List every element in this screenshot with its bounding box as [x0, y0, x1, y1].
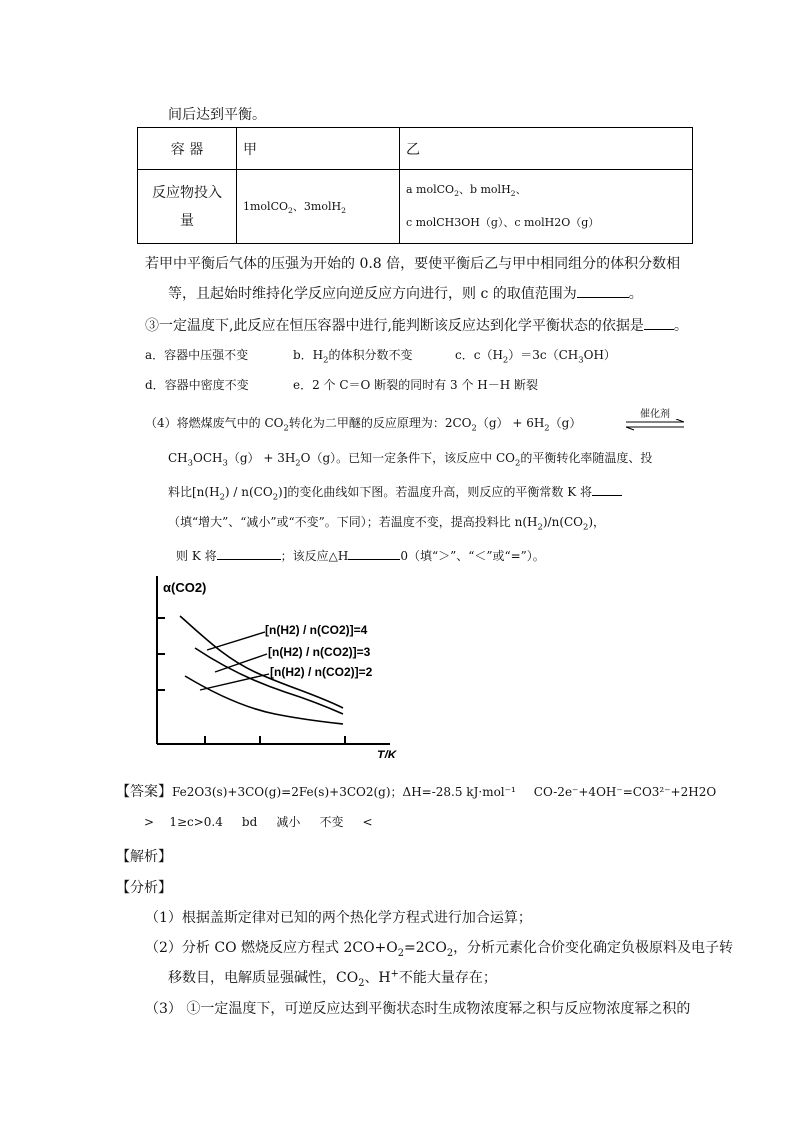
answer-2: CO-2e⁻+4OH⁻=CO3²⁻+2H2O: [533, 785, 717, 799]
row-label-line2: 量: [180, 212, 194, 229]
answer-blank: [577, 283, 629, 298]
legend-leader: [215, 654, 267, 672]
q3-end: 。: [673, 318, 688, 334]
q3-line: [145, 315, 688, 335]
option-d: d．容器中密度不变: [145, 378, 249, 392]
analysis-2b: 移数目，电解质显强碱性，$CO_2$、H+不能大量存在；: [168, 968, 497, 989]
answer-blank: [348, 545, 400, 560]
catalyst-label: 催化剂: [640, 409, 670, 420]
q4-5c: 0（填“＞”、“＜”或“=”）。: [400, 549, 545, 563]
legend-label-4: [n(H2) / n(CO2)]=4: [265, 623, 368, 637]
q3-text: ③一定温度下,此反应在恒压容器中进行,能判断该反应达到化学平衡状态的依据是: [145, 318, 644, 334]
answer-blank: [644, 315, 674, 330]
analysis-1: （1）根据盖斯定律对已知的两个热化学方程式进行加合运算；: [145, 910, 532, 926]
para1-text: 等，且起始时维持化学反应向逆反应方向进行，则 c 的取值范围为: [168, 286, 577, 302]
legend-label-3: [n(H2) / n(CO2)]=3: [268, 645, 371, 659]
fenxi-heading: 【分析】: [116, 880, 172, 896]
q4-5a: 则 K 将: [176, 549, 217, 563]
answer-label: 【答案】: [116, 784, 172, 800]
para1-end: 。: [628, 286, 643, 302]
answer-line2: > 1≥c>0.4 bd 减小 不变 <: [144, 815, 373, 829]
reactant-table: [137, 127, 693, 244]
q4-line4: （填“增大”、“减小”或“不变”。下同）；若温度不变，提高投料比 $n(H_2)/n(CO_2)$，: [168, 515, 606, 532]
equilibrium-arrow-icon: [624, 419, 686, 431]
table-header-container: 容 器: [138, 128, 237, 170]
legend-leader: [207, 632, 265, 650]
q4-line3: 料比$[n(H_2) / n(CO_2)]$的变化曲线如下图。若温度升高，则反应的平衡常数 K 将: [168, 481, 622, 501]
option-b: b．$H_2$的体积分数不变: [293, 348, 413, 365]
q4-5b: ；该反应△H: [280, 549, 349, 563]
table-header-yi: 乙: [400, 128, 693, 170]
x-axis-label: T/K: [377, 748, 397, 758]
option-e: e．2 个 C＝O 断裂的同时有 3 个 H－H 断裂: [293, 378, 539, 392]
intro-line: 间后达到平衡。: [168, 107, 266, 123]
option-c: c．$c(H_2)=3c(CH_3OH)$: [455, 348, 616, 365]
analysis-3: （3） ①一定温度下，可逆反应达到平衡状态时生成物浓度幂之积与反应物浓度幂之积的: [145, 1001, 691, 1017]
table-cell-jia: 1molCO$_2$、3molH$_2$: [237, 170, 400, 244]
table-row-label: [138, 170, 237, 244]
table-cell-yi-line2: c molCH3OH（g）、c molH2O（g）: [406, 215, 600, 229]
table-cell-yi: a molCO$_2$、b molH$_2$、 c molCH3OH（g）、c molH2O（g）: [400, 170, 693, 244]
answer-line1: [116, 781, 716, 801]
row-label-line1: 反应物投入: [152, 184, 222, 201]
answer-blank: [217, 545, 281, 560]
option-a: a．容器中压强不变: [145, 348, 249, 362]
para1-line2: [168, 283, 643, 303]
q4-line2: $CH_3OCH_3(g) + 3H_2O(g)$。已知一定条件下，该反应中 $CO_2$的平衡转化率随温度、投: [168, 451, 653, 468]
q4-line5: [176, 545, 545, 564]
legend-label-2: [n(H2) / n(CO2)]=2: [270, 665, 373, 679]
analysis-2a: （2）分析 CO 燃烧反应方程式 $2CO+O_2=2CO_2$，分析元素化合价变化确定负极原料及电子转: [145, 940, 734, 959]
q4-line1: （4）将燃煤废气中的 $CO_2$转化为二甲醚的反应原理为：$2CO_2(g) + 6H_2(g)$: [145, 416, 582, 433]
series-line-2: [185, 676, 343, 724]
y-axis-label: α(CO2): [163, 580, 207, 595]
answer-1: Fe2O3(s)+3CO(g)=2Fe(s)+3CO2(g)；ΔH=-28.5 kJ·mol⁻¹: [172, 785, 516, 799]
conversion-chart: [145, 568, 415, 758]
para1-line1: 若甲中平衡后气体的压强为开始的 0.8 倍，要使平衡后乙与甲中相同组分的体积分数相: [145, 256, 681, 272]
answer-blank: [592, 481, 622, 496]
analysis-heading: 【解析】: [116, 849, 172, 865]
table-header-jia: 甲: [237, 128, 400, 170]
